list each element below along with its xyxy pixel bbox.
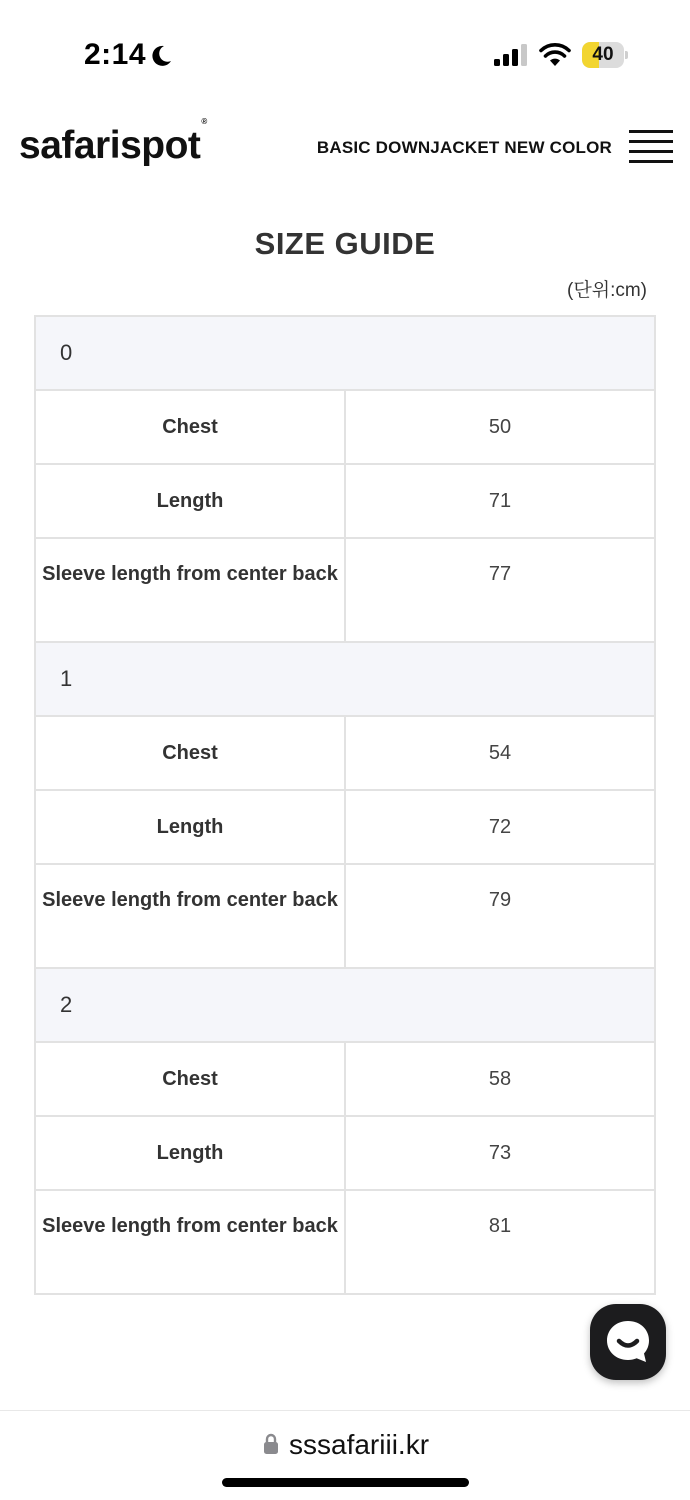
lock-icon xyxy=(263,1433,279,1455)
battery-level: 40 xyxy=(592,44,614,65)
table-row xyxy=(35,1042,655,1116)
size-label: 1 xyxy=(35,642,655,716)
battery-indicator xyxy=(582,42,628,68)
size-header-row xyxy=(35,316,655,390)
moon-icon xyxy=(149,44,173,68)
measure-value: 72 xyxy=(345,790,655,864)
table-row xyxy=(35,390,655,464)
browser-address-bar[interactable] xyxy=(0,1410,690,1500)
chat-bubble-icon xyxy=(604,1318,652,1366)
measure-label: Sleeve length from center back xyxy=(35,864,345,968)
status-bar xyxy=(0,0,690,100)
site-header xyxy=(0,110,690,190)
size-label: 0 xyxy=(35,316,655,390)
measure-label: Chest xyxy=(35,390,345,464)
registered-mark: ® xyxy=(201,117,207,126)
measure-label: Sleeve length from center back xyxy=(35,538,345,642)
measure-value: 81 xyxy=(345,1190,655,1294)
measure-value: 73 xyxy=(345,1116,655,1190)
table-row xyxy=(35,1190,655,1294)
url-text[interactable]: sssafariii.kr xyxy=(289,1429,430,1460)
measure-value: 50 xyxy=(345,390,655,464)
measure-label: Chest xyxy=(35,1042,345,1116)
table-row xyxy=(35,790,655,864)
chat-button[interactable] xyxy=(590,1304,666,1380)
measure-label: Length xyxy=(35,464,345,538)
measure-label: Chest xyxy=(35,716,345,790)
measure-value: 71 xyxy=(345,464,655,538)
measure-value: 58 xyxy=(345,1042,655,1116)
table-row xyxy=(35,464,655,538)
measure-value: 79 xyxy=(345,864,655,968)
logo-text: safarispot xyxy=(19,124,201,167)
table-row xyxy=(35,538,655,642)
measure-label: Length xyxy=(35,790,345,864)
size-header-row xyxy=(35,968,655,1042)
measure-value: 54 xyxy=(345,716,655,790)
measure-label: Sleeve length from center back xyxy=(35,1190,345,1294)
size-guide-title: SIZE GUIDE xyxy=(254,226,436,261)
battery-cap xyxy=(625,51,628,59)
home-indicator xyxy=(222,1478,469,1487)
cellular-signal-icon xyxy=(494,44,528,66)
logo[interactable] xyxy=(19,117,207,168)
size-guide-table xyxy=(34,315,656,1295)
unit-label: (단위:cm) xyxy=(567,280,647,301)
hamburger-icon[interactable] xyxy=(629,130,673,164)
size-label: 2 xyxy=(35,968,655,1042)
measure-value: 77 xyxy=(345,538,655,642)
table-row xyxy=(35,1116,655,1190)
size-header-row xyxy=(35,642,655,716)
battery-body xyxy=(582,42,624,68)
status-time: 2:14 xyxy=(84,38,147,71)
wifi-icon xyxy=(539,42,571,68)
measure-label: Length xyxy=(35,1116,345,1190)
product-title: BASIC DOWNJACKET NEW COLOR xyxy=(316,138,612,157)
table-row xyxy=(35,716,655,790)
table-row xyxy=(35,864,655,968)
